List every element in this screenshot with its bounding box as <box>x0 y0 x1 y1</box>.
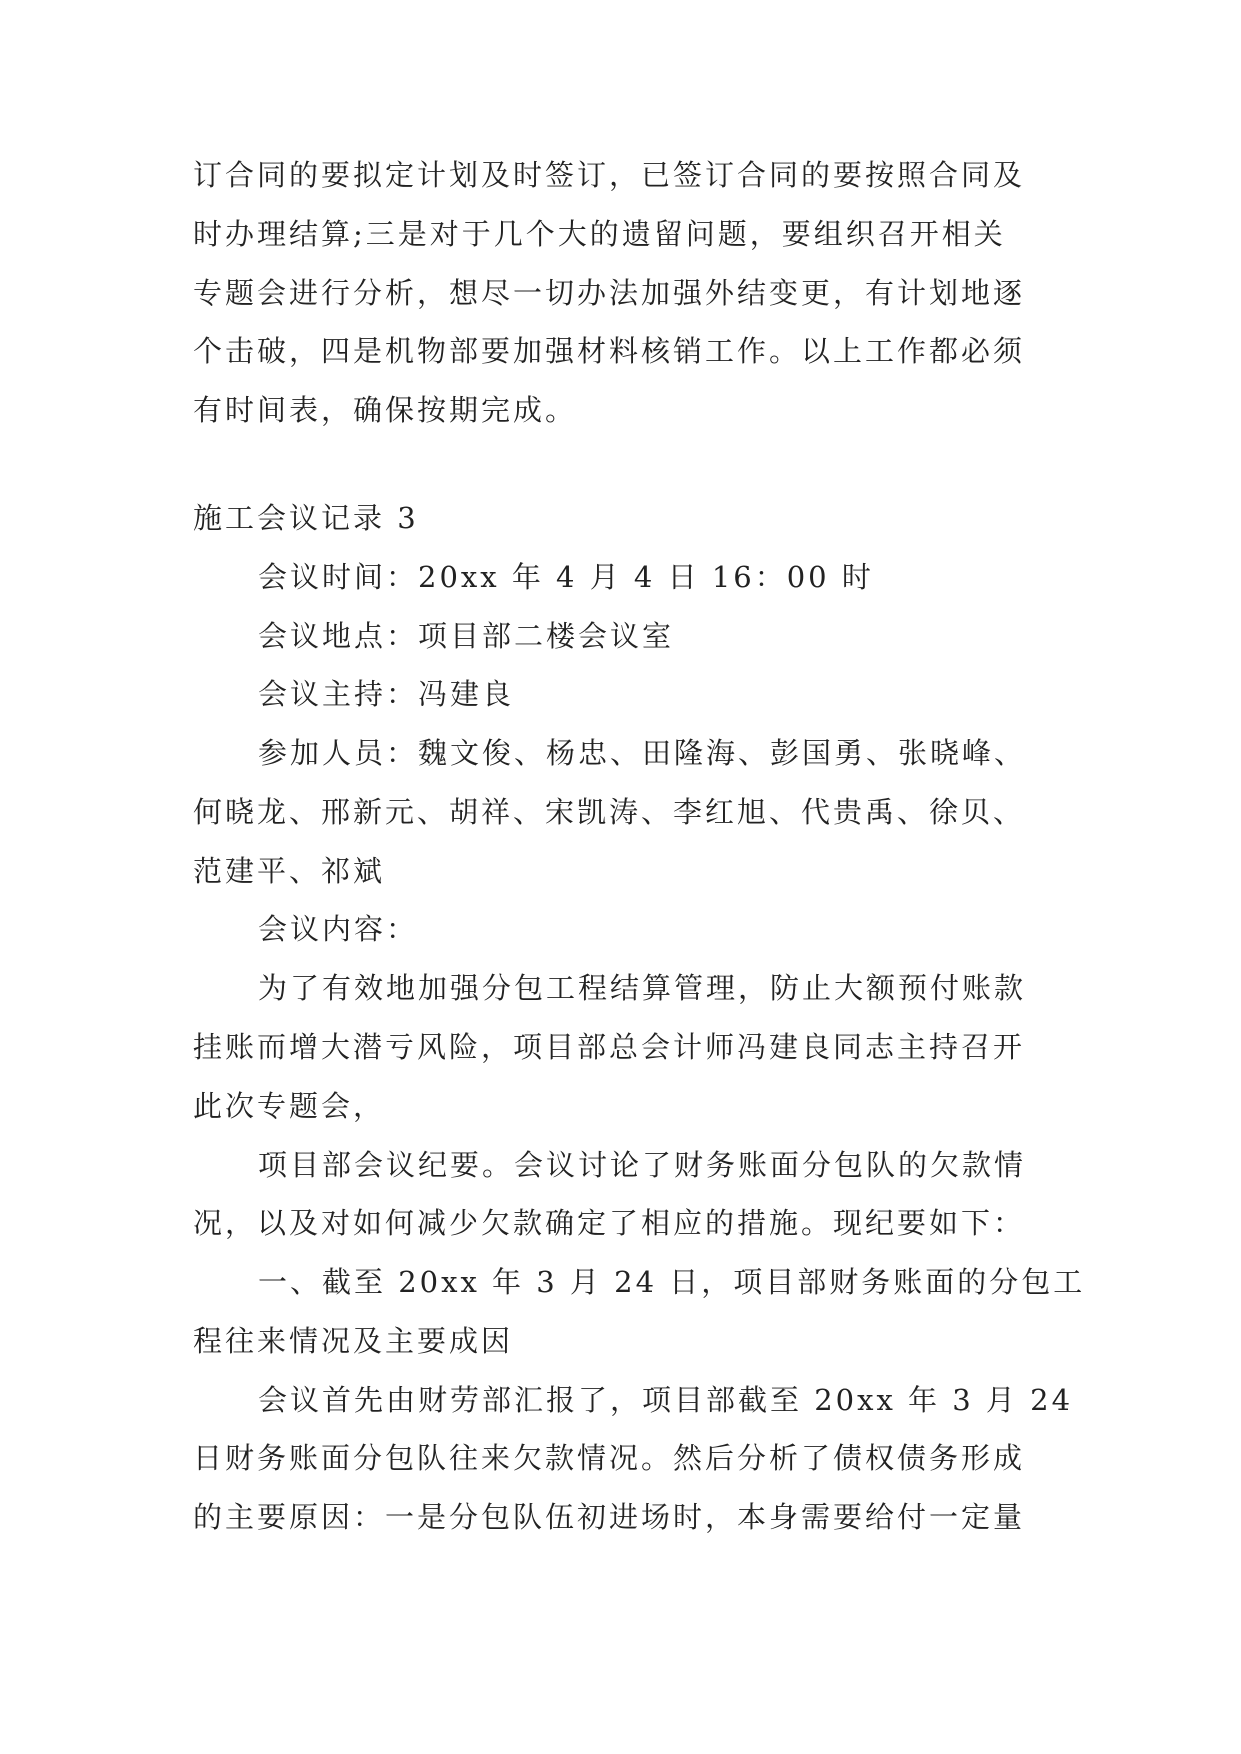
meeting-host: 会议主持：冯建良 <box>258 677 515 711</box>
attendees-line: 何晓龙、邢新元、胡祥、宋凯涛、李红旭、代贵禹、徐贝、 <box>193 795 1026 829</box>
paragraph-line: 挂账而增大潜亏风险，项目部总会计师冯建良同志主持召开 <box>193 1030 1026 1064</box>
paragraph-line: 订合同的要拟定计划及时签订，已签订合同的要按照合同及 <box>193 158 1026 192</box>
meeting-time: 会议时间：20xx 年 4 月 4 日 16：00 时 <box>258 560 874 594</box>
attendees-line: 范建平、祁斌 <box>193 854 386 888</box>
attendees-line: 参加人员：魏文俊、杨忠、田隆海、彭国勇、张晓峰、 <box>258 736 1027 770</box>
paragraph-line: 日财务账面分包队往来欠款情况。然后分析了债权债务形成 <box>193 1441 1026 1475</box>
paragraph-line: 时办理结算;三是对于几个大的遗留问题，要组织召开相关 <box>193 217 1006 251</box>
paragraph-line: 为了有效地加强分包工程结算管理，防止大额预付账款 <box>258 971 1027 1005</box>
paragraph-line: 项目部会议纪要。会议讨论了财务账面分包队的欠款情 <box>258 1148 1027 1182</box>
paragraph-line: 个击破，四是机物部要加强材料核销工作。以上工作都必须 <box>193 334 1026 368</box>
paragraph-line: 此次专题会， <box>193 1089 386 1123</box>
meeting-content-label: 会议内容： <box>258 912 419 946</box>
paragraph-line: 况，以及对如何减少欠款确定了相应的措施。现纪要如下： <box>193 1206 1026 1240</box>
meeting-location: 会议地点：项目部二楼会议室 <box>258 619 675 653</box>
paragraph-line: 会议首先由财劳部汇报了，项目部截至 20xx 年 3 月 24 <box>258 1383 1074 1417</box>
section-item-heading: 程往来情况及主要成因 <box>193 1324 514 1358</box>
section-item-heading: 一、截至 20xx 年 3 月 24 日，项目部财务账面的分包工 <box>258 1265 1086 1299</box>
paragraph-line: 专题会进行分析，想尽一切办法加强外结变更，有计划地逐 <box>193 276 1026 310</box>
section-heading: 施工会议记录 3 <box>193 501 419 535</box>
paragraph-line: 的主要原因：一是分包队伍初进场时，本身需要给付一定量 <box>193 1500 1026 1534</box>
paragraph-line: 有时间表，确保按期完成。 <box>193 393 578 427</box>
